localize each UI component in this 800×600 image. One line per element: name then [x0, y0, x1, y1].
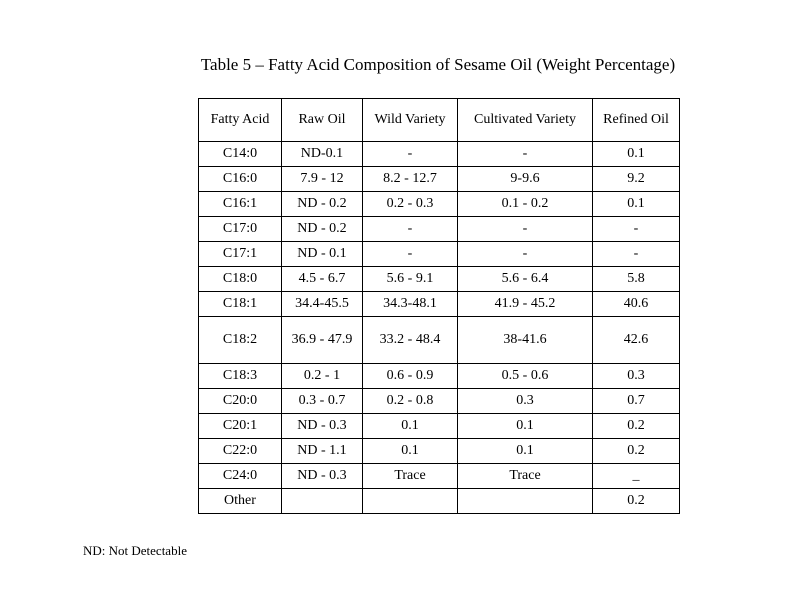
table-cell: 0.3 - 0.7 [282, 389, 363, 414]
fatty-acid-table [198, 98, 680, 514]
table-cell [458, 489, 593, 514]
table-row [199, 439, 680, 464]
table-cell: 0.2 [593, 439, 680, 464]
table-cell: 0.1 [363, 439, 458, 464]
table-cell: C16:1 [199, 192, 282, 217]
header-refined-oil: Refined Oil [593, 99, 680, 142]
table-cell: 4.5 - 6.7 [282, 267, 363, 292]
table-cell: C22:0 [199, 439, 282, 464]
table-cell: 0.3 [593, 364, 680, 389]
table-row [199, 142, 680, 167]
table-row [199, 317, 680, 364]
table-cell: 0.5 - 0.6 [458, 364, 593, 389]
header-cultivated-variety: Cultivated Variety [458, 99, 593, 142]
table-cell: 0.1 [363, 414, 458, 439]
table-row [199, 242, 680, 267]
table-cell: C20:1 [199, 414, 282, 439]
table-cell: 7.9 - 12 [282, 167, 363, 192]
table-cell: ND - 0.2 [282, 217, 363, 242]
table-cell: Trace [458, 464, 593, 489]
table-cell: 5.6 - 6.4 [458, 267, 593, 292]
table-cell: 0.1 [593, 192, 680, 217]
table-cell: 0.2 - 1 [282, 364, 363, 389]
table-cell: - [458, 242, 593, 267]
table-cell: ND - 1.1 [282, 439, 363, 464]
table-cell: 34.4-45.5 [282, 292, 363, 317]
table-row [199, 464, 680, 489]
table-row [199, 217, 680, 242]
table-cell: 33.2 - 48.4 [363, 317, 458, 364]
table-cell: 40.6 [593, 292, 680, 317]
table-cell: Other [199, 489, 282, 514]
table-cell: 0.2 [593, 414, 680, 439]
table-cell: C17:1 [199, 242, 282, 267]
table-cell: 36.9 - 47.9 [282, 317, 363, 364]
table-row [199, 364, 680, 389]
table-cell: ND - 0.3 [282, 414, 363, 439]
table-cell: 9.2 [593, 167, 680, 192]
table-cell: - [363, 217, 458, 242]
footnote: ND: Not Detectable [83, 543, 187, 558]
table-cell: 0.2 - 0.3 [363, 192, 458, 217]
table-cell: 0.2 [593, 489, 680, 514]
table-cell: 0.1 [593, 142, 680, 167]
table-cell: 0.3 [458, 389, 593, 414]
table-title: Table 5 – Fatty Acid Composition of Sesame Oil (Weight Percentage) [200, 55, 676, 74]
table-cell: C20:0 [199, 389, 282, 414]
table-cell [282, 489, 363, 514]
table-cell: C24:0 [199, 464, 282, 489]
table-cell: - [458, 217, 593, 242]
table-cell: 8.2 - 12.7 [363, 167, 458, 192]
table-row [199, 192, 680, 217]
table-cell: 0.1 [458, 439, 593, 464]
header-raw-oil: Raw Oil [282, 99, 363, 142]
table-cell: C18:1 [199, 292, 282, 317]
table-cell: 5.8 [593, 267, 680, 292]
table-cell: 0.1 - 0.2 [458, 192, 593, 217]
table-cell: ND - 0.3 [282, 464, 363, 489]
table-cell: - [593, 242, 680, 267]
table-cell: C14:0 [199, 142, 282, 167]
table-cell: ND - 0.1 [282, 242, 363, 267]
table-cell: C16:0 [199, 167, 282, 192]
table-cell: 5.6 - 9.1 [363, 267, 458, 292]
table-cell [363, 489, 458, 514]
table-cell: 0.2 - 0.8 [363, 389, 458, 414]
table-cell: 0.7 [593, 389, 680, 414]
table-cell: - [363, 242, 458, 267]
header-fatty-acid: Fatty Acid [199, 99, 282, 142]
table-cell: C17:0 [199, 217, 282, 242]
table-row [199, 389, 680, 414]
table-cell: 42.6 [593, 317, 680, 364]
table-cell: C18:2 [199, 317, 282, 364]
table-cell: 0.1 [458, 414, 593, 439]
table-cell: C18:0 [199, 267, 282, 292]
table-cell: - [363, 142, 458, 167]
table-row [199, 292, 680, 317]
table-cell: 9-9.6 [458, 167, 593, 192]
table-row [199, 414, 680, 439]
header-wild-variety: Wild Variety [363, 99, 458, 142]
table-cell: ND - 0.2 [282, 192, 363, 217]
table-cell: C18:3 [199, 364, 282, 389]
table-cell: - [458, 142, 593, 167]
table-header-row [199, 99, 680, 142]
table-cell: - [593, 217, 680, 242]
table-row [199, 167, 680, 192]
table-cell: 38-41.6 [458, 317, 593, 364]
table-row [199, 489, 680, 514]
table-cell: 0.6 - 0.9 [363, 364, 458, 389]
table-cell: _ [593, 464, 680, 489]
table-row [199, 267, 680, 292]
table-cell: 41.9 - 45.2 [458, 292, 593, 317]
table-cell: 34.3-48.1 [363, 292, 458, 317]
table-cell: ND-0.1 [282, 142, 363, 167]
table-cell: Trace [363, 464, 458, 489]
